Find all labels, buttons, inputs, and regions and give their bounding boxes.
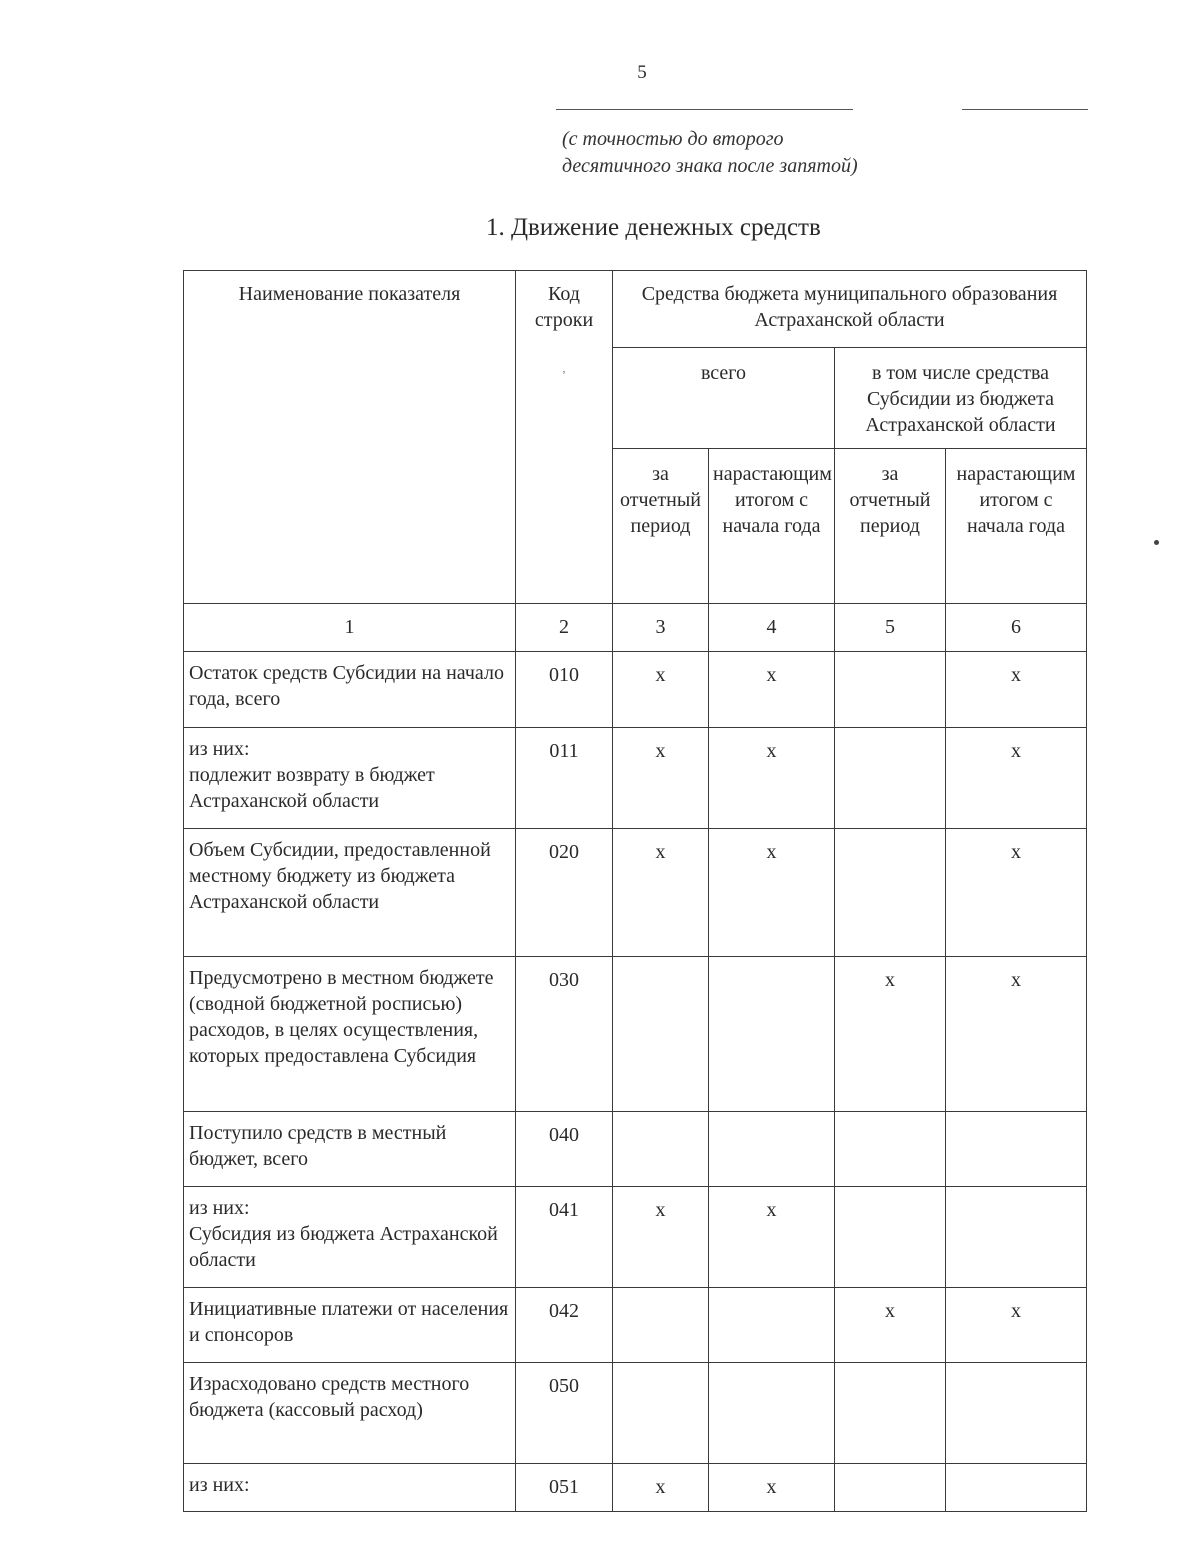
row-name: Израсходовано средств местного бюджета (кассовый расход) xyxy=(184,1363,516,1464)
blank-line xyxy=(556,109,853,110)
cell-col5 xyxy=(835,1187,946,1288)
cell-col4: x xyxy=(709,829,835,957)
cell-col5 xyxy=(835,1363,946,1464)
cell-col4 xyxy=(709,1288,835,1363)
table-row xyxy=(184,1363,1087,1464)
cell-col5 xyxy=(835,728,946,829)
row-name: Предусмотрено в местном бюджете (сводной бюджетной росписью) расходов, в целях осуществления, которых предоставлена Субсидия xyxy=(184,957,516,1112)
column-number: 2 xyxy=(516,604,613,652)
table-row xyxy=(184,1112,1087,1187)
header-total-period: за отчетный период xyxy=(613,449,709,604)
cell-col6 xyxy=(946,1112,1087,1187)
table-row xyxy=(184,652,1087,728)
cell-col6 xyxy=(946,1363,1087,1464)
header-row-code xyxy=(516,271,613,604)
row-code: 042 xyxy=(516,1288,613,1363)
row-code: 030 xyxy=(516,957,613,1112)
row-code: 010 xyxy=(516,652,613,728)
cell-col3: x xyxy=(613,652,709,728)
row-name: Остаток средств Субсидии на начало года, всего xyxy=(184,652,516,728)
cell-col4: x xyxy=(709,1464,835,1512)
cell-col3: x xyxy=(613,728,709,829)
row-name: Объем Субсидии, предоставленной местному бюджету из бюджета Астраханской области xyxy=(184,829,516,957)
table-row xyxy=(184,957,1087,1112)
cell-col5 xyxy=(835,829,946,957)
table-row xyxy=(184,1288,1087,1363)
cell-col5: x xyxy=(835,957,946,1112)
cell-col5 xyxy=(835,1112,946,1187)
cell-col6: x xyxy=(946,829,1087,957)
row-name: из них: xyxy=(184,1464,516,1512)
column-number: 6 xyxy=(946,604,1087,652)
cell-col4 xyxy=(709,1363,835,1464)
cell-col3 xyxy=(613,1288,709,1363)
table-row xyxy=(184,1187,1087,1288)
cell-col3 xyxy=(613,1112,709,1187)
cell-col4: x xyxy=(709,652,835,728)
cell-col6: x xyxy=(946,1288,1087,1363)
cell-col6: x xyxy=(946,957,1087,1112)
section-title: 1. Движение денежных средств xyxy=(486,214,821,241)
column-number-row xyxy=(184,604,1087,652)
header-subsidy-group: в том числе средства Субсидии из бюджета Астраханской области xyxy=(835,348,1087,449)
header-indicator-name: Наименование показателя xyxy=(184,271,516,604)
cell-col4: x xyxy=(709,728,835,829)
cell-col6: x xyxy=(946,652,1087,728)
cell-col4: x xyxy=(709,1187,835,1288)
column-number: 3 xyxy=(613,604,709,652)
cell-col3 xyxy=(613,957,709,1112)
cell-col4 xyxy=(709,1112,835,1187)
cell-col5 xyxy=(835,1464,946,1512)
cell-col3: x xyxy=(613,829,709,957)
row-name: Поступило средств в местный бюджет, всего xyxy=(184,1112,516,1187)
cash-flow-table xyxy=(183,270,1087,1512)
cell-col3: x xyxy=(613,1464,709,1512)
header-subsidy-period: за отчетный период xyxy=(835,449,946,604)
table-row xyxy=(184,728,1087,829)
header-total-group: всего xyxy=(613,348,835,449)
header-row-code-mark: , xyxy=(562,361,566,375)
row-name: Инициативные платежи от населения и спонсоров xyxy=(184,1288,516,1363)
page-number: 5 xyxy=(637,62,647,83)
row-code: 051 xyxy=(516,1464,613,1512)
cell-col6: x xyxy=(946,728,1087,829)
header-total-cumulative: нарастающим итогом с начала года xyxy=(709,449,835,604)
header-row-code-label: Код строки xyxy=(534,283,594,331)
column-number: 4 xyxy=(709,604,835,652)
header-subsidy-cumulative: нарастающим итогом с начала года xyxy=(946,449,1087,604)
row-code: 050 xyxy=(516,1363,613,1464)
row-name: из них: Субсидия из бюджета Астраханской области xyxy=(184,1187,516,1288)
cell-col5 xyxy=(835,652,946,728)
row-code: 041 xyxy=(516,1187,613,1288)
cell-col5: x xyxy=(835,1288,946,1363)
cell-col3: x xyxy=(613,1187,709,1288)
cell-col3 xyxy=(613,1363,709,1464)
blank-line xyxy=(962,109,1088,110)
row-code: 020 xyxy=(516,829,613,957)
column-number: 5 xyxy=(835,604,946,652)
cell-col4 xyxy=(709,957,835,1112)
row-code: 011 xyxy=(516,728,613,829)
cell-col6 xyxy=(946,1187,1087,1288)
precision-note: (с точностью до второго десятичного знака после запятой) xyxy=(562,128,858,177)
row-code: 040 xyxy=(516,1112,613,1187)
table-row xyxy=(184,1464,1087,1512)
cell-col6 xyxy=(946,1464,1087,1512)
row-name: из них: подлежит возврату в бюджет Астраханской области xyxy=(184,728,516,829)
scan-speck xyxy=(1154,540,1159,545)
header-budget-group: Средства бюджета муниципального образования Астраханской области xyxy=(613,271,1087,348)
table-row xyxy=(184,829,1087,957)
column-number: 1 xyxy=(184,604,516,652)
